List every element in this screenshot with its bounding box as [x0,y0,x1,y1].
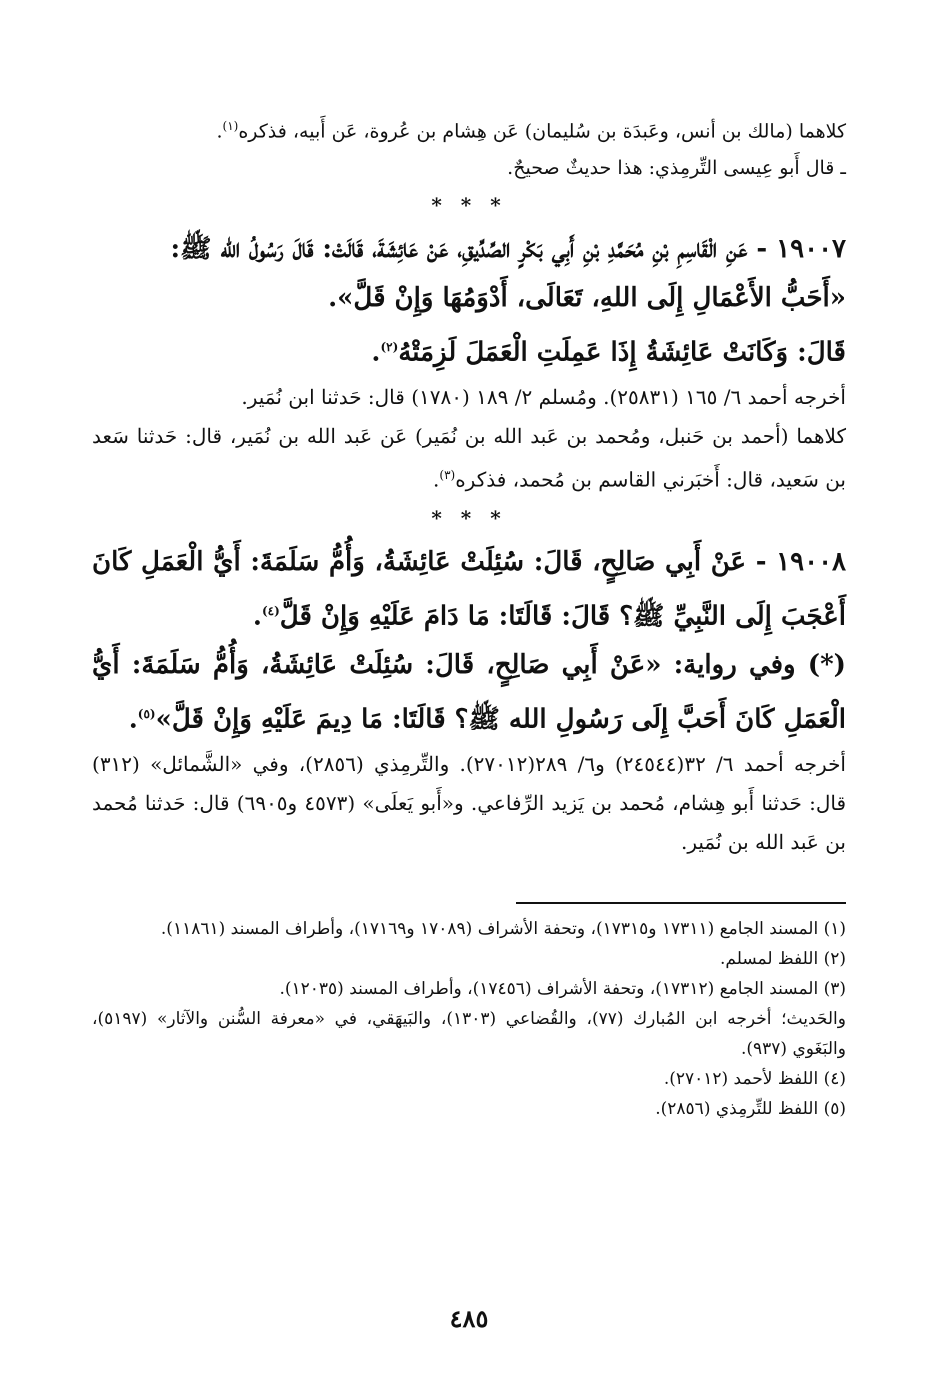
footnote-divider [516,902,846,904]
hadith-19008-variant: (*) وفي رواية: «عَنْ أَبِي صَالِحٍ، قَالَ: سُئِلَتْ عَائِشَةُ، وَأُمُّ سَلَمَةَ: أَيُّ الْعَمَلِ كَانَ أَحَبَّ إِلَى رَسُولِ الله ﷺ؟ قَالَتَا: مَا دِيمَ عَلَيْهِ وَإِنْ قَلَّ»$^{(٥)}$. [92,650,846,735]
hadith-19007-addition: قَالَ: وَكَانَتْ عَائِشَةُ إِذَا عَمِلَتِ الْعَمَلَ لَزِمَتْهُ$^{(٢)}$. [371,337,846,368]
page-number: ٤٨٥ [449,1304,489,1333]
footnote-2: (٢) اللفظ لمسلم. [719,948,846,969]
footnote-ref-1: (١) [222,119,239,133]
paragraph-tirmidhi-ruling: ـ قال أَبو عِيسى التِّرمِذي: هذا حديثٌ صحيحٌ. [507,157,846,180]
hadith-19008-text: ١٩٠٠٨ - عَنْ أَبِي صَالِحٍ، قَالَ: سُئِلَتْ عَائِشَةُ، وَأُمُّ سَلَمَةَ: أَيُّ الْعَمَلِ كَانَ أَعْجَبَ إِلَى النَّبِيِّ ﷺ؟ قَالَ: قَالَتَا: مَا دَامَ عَلَيْهِ وَإِنْ قَلَّ$^{(٤)}$. [92,546,846,632]
hadith-19007-text: «أَحَبُّ الأَعْمَالِ إِلَى اللهِ، تَعَالَى، أَدْوَمُهَا وَإِنْ قَلَّ». [328,283,846,314]
hadith-19007-heading: ١٩٠٠٧ - عَنِ الْقَاسِمِ بْنِ مُحَمَّدِ بْنِ أَبِي بَكْرٍ الصِّدِّيقِ، عَنْ عَائِشَةَ، قَالَتْ: قَالَ رَسُولُ الله ﷺ: [170,234,846,265]
hadith-19008-source: أخرجه أحمد ٦/ ٣٢(٢٤٥٤٤) و٦/ ٢٨٩(٢٧٠١٢). والتِّرمِذي (٢٨٥٦)، وفي «الشَّمائل» (٣١٢) قال: حَدثنا أَبو هِشام، مُحمد بن يَزيد الرِّفاعي. و«أَبو يَعلَى» (٤٥٧٣ و٦٩٠٥) قال: حَدثنا مُحمد بن عَبد الله بن نُمَير. [92,751,847,854]
footnote-4: (٤) اللفظ لأحمد (٢٧٠١٢). [663,1068,846,1089]
footnote-ref-3: (٣) [439,467,456,482]
hadith-19007-chain: كلاهما (أحمد بن حَنبل، ومُحمد بن عَبد الله بن نُمَير) عَن عَبد الله بن نُمَير، قال: حَدثنا سَعد بن سَعيد، قال: أَخبَرني القاسم بن مُحمد، فذكره$^{(٣)}$. [92,423,846,492]
footnote-ref-5: (٥) [137,707,156,722]
paragraph-intro: كلاهما (مالك بن أنس، وعَبدَة بن سُليمان) عَن هِشام بن عُروة، عَن أَبيه، فذكره$^{(١)}$. [216,119,846,143]
footnote-5: (٥) اللفظ للتِّرمِذي (٢٨٥٦). [655,1098,846,1119]
section-separator: * * * [431,193,507,218]
footnote-ref-2: (٢) [380,340,399,355]
footnote-3-continued: والحَديث؛ أخرجه ابن المُبارك (٧٧)، والقُضاعي (١٣٠٣)، والبَيهَقي، في «معرفة السُّنن والآثار» (٥١٩٧)، والبَغَوي (٩٣٧). [92,1008,846,1059]
footnote-ref-4: (٤) [261,603,280,618]
footnote-1: (١) المسند الجامع (١٧٣١١ و١٧٣١٥)، وتحفة الأشراف (١٧٠٨٩ و١٧١٦٩)، وأطراف المسند (١١٨٦١). [160,918,846,939]
hadith-19007-source: أخرجه أحمد ٦/ ١٦٥ (٢٥٨٣١). ومُسلم ٢/ ١٨٩ (١٧٨٠) قال: حَدثنا ابن نُمَير. [241,384,846,409]
footnote-3: (٣) المسند الجامع (١٧٣١٢)، وتحفة الأشراف (١٧٤٥٦)، وأطراف المسند (١٢٠٣٥). [279,978,846,999]
section-separator: * * * [431,505,507,530]
